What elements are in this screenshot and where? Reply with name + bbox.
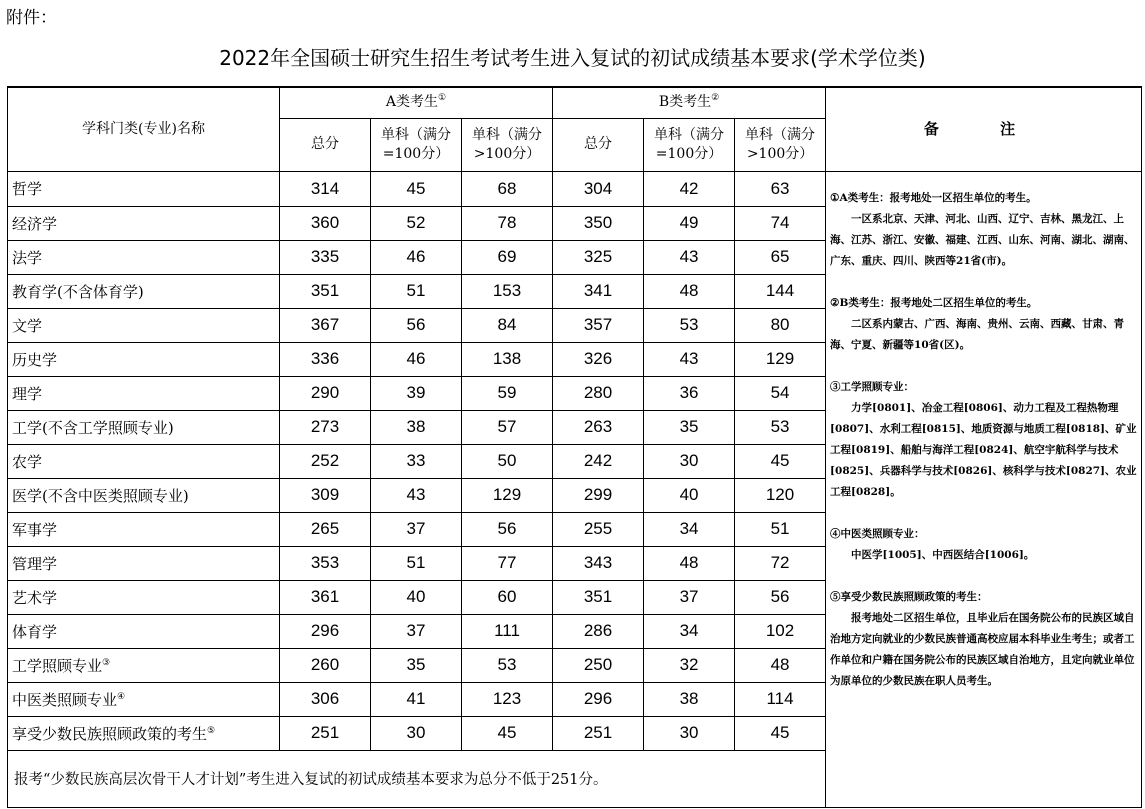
subject-name: 享受少数民族照顾政策的考生⑤ [8, 716, 280, 750]
score-cell: 353 [280, 546, 371, 580]
subject-name: 文学 [8, 308, 280, 342]
score-cell: 37 [371, 614, 462, 648]
a-total-header: 总分 [280, 118, 371, 171]
footnote-mark: ① [438, 93, 447, 104]
footnote-mark: ⑤ [207, 725, 216, 736]
score-cell: 51 [735, 512, 826, 546]
subject-name: 艺术学 [8, 580, 280, 614]
score-cell: 48 [644, 546, 735, 580]
footnote-mark: ② [711, 93, 720, 104]
score-cell: 59 [462, 376, 553, 410]
score-cell: 325 [553, 240, 644, 274]
score-cell: 35 [644, 410, 735, 444]
score-cell: 102 [735, 614, 826, 648]
score-cell: 335 [280, 240, 371, 274]
subject-column-header: 学科门类(专业)名称 [8, 87, 280, 171]
score-cell: 123 [462, 682, 553, 716]
subject-name: 教育学(不含体育学) [8, 274, 280, 308]
score-cell: 42 [644, 171, 735, 206]
score-cell: 45 [371, 171, 462, 206]
score-cell: 80 [735, 308, 826, 342]
subject-name: 哲学 [8, 171, 280, 206]
score-cell: 74 [735, 206, 826, 240]
score-requirements-table [7, 86, 1142, 808]
subject-name: 历史学 [8, 342, 280, 376]
attachment-label: 附件： [6, 8, 57, 28]
score-cell: 53 [644, 308, 735, 342]
score-cell: 252 [280, 444, 371, 478]
b-single-over-100-header: 单科（满分>100分） [735, 118, 826, 171]
remark-body: 力学[0801]、冶金工程[0806]、动力工程及工程热物理[0807]、水利工程[0815]、地质资源与地质工程[0818]、矿业工程[0819]、船舶与海洋工程[0824]、航空宇航科学与技术[0825]、兵器科学与技术[0826]、核科学与技术[0827]、农业工程[0828]。 [830, 401, 1137, 498]
score-cell: 250 [553, 648, 644, 682]
score-cell: 38 [371, 410, 462, 444]
subject-name: 管理学 [8, 546, 280, 580]
page-title: 2022年全国硕士研究生招生考试考生进入复试的初试成绩基本要求(学术学位类) [219, 46, 926, 70]
remark-section [830, 587, 1138, 692]
score-cell: 54 [735, 376, 826, 410]
subject-name: 农学 [8, 444, 280, 478]
footer-note: 报考“少数民族高层次骨干人才计划”考生进入复试的初试成绩基本要求为总分不低于251分。 [8, 750, 826, 807]
score-cell: 46 [371, 342, 462, 376]
score-cell: 56 [462, 512, 553, 546]
subject-name: 工学(不含工学照顾专业) [8, 410, 280, 444]
score-cell: 111 [462, 614, 553, 648]
score-cell: 120 [735, 478, 826, 512]
group-b-header: B类考生② [553, 87, 826, 118]
score-cell: 314 [280, 171, 371, 206]
score-cell: 351 [280, 274, 371, 308]
score-cell: 32 [644, 648, 735, 682]
score-cell: 46 [371, 240, 462, 274]
score-cell: 48 [644, 274, 735, 308]
subject-name: 法学 [8, 240, 280, 274]
remark-section [830, 377, 1138, 503]
score-cell: 50 [462, 444, 553, 478]
remark-title: ①A类考生：报考地处一区招生单位的考生。 [830, 191, 1037, 204]
score-cell: 129 [462, 478, 553, 512]
remark-title: ②B类考生：报考地处二区招生单位的考生。 [830, 296, 1038, 309]
score-cell: 72 [735, 546, 826, 580]
score-cell: 30 [644, 444, 735, 478]
a-single-100-header: 单科（满分=100分） [371, 118, 462, 171]
score-cell: 265 [280, 512, 371, 546]
remark-title: ④中医类照顾专业： [830, 527, 925, 540]
score-cell: 367 [280, 308, 371, 342]
score-cell: 336 [280, 342, 371, 376]
score-cell: 56 [371, 308, 462, 342]
group-a-header: A类考生① [280, 87, 553, 118]
score-cell: 255 [553, 512, 644, 546]
remark-title: ③工学照顾专业： [830, 380, 915, 393]
remark-title: ⑤享受少数民族照顾政策的考生： [830, 590, 988, 603]
score-cell: 40 [371, 580, 462, 614]
remark-section [830, 524, 1138, 566]
score-cell: 251 [280, 716, 371, 750]
score-cell: 48 [735, 648, 826, 682]
score-cell: 306 [280, 682, 371, 716]
score-cell: 69 [462, 240, 553, 274]
score-cell: 309 [280, 478, 371, 512]
score-cell: 43 [644, 342, 735, 376]
score-cell: 52 [371, 206, 462, 240]
score-cell: 43 [644, 240, 735, 274]
score-cell: 129 [735, 342, 826, 376]
score-cell: 53 [735, 410, 826, 444]
score-cell: 273 [280, 410, 371, 444]
score-cell: 56 [735, 580, 826, 614]
score-cell: 45 [462, 716, 553, 750]
score-cell: 78 [462, 206, 553, 240]
score-cell: 144 [735, 274, 826, 308]
score-cell: 68 [462, 171, 553, 206]
table-row [8, 171, 1142, 206]
score-cell: 299 [553, 478, 644, 512]
score-cell: 51 [371, 274, 462, 308]
subject-name: 体育学 [8, 614, 280, 648]
remark-section [830, 293, 1138, 356]
score-cell: 286 [553, 614, 644, 648]
score-cell: 63 [735, 171, 826, 206]
score-cell: 51 [371, 546, 462, 580]
score-cell: 30 [644, 716, 735, 750]
score-cell: 36 [644, 376, 735, 410]
score-cell: 37 [644, 580, 735, 614]
score-cell: 84 [462, 308, 553, 342]
score-cell: 34 [644, 512, 735, 546]
score-cell: 153 [462, 274, 553, 308]
footnote-mark: ④ [117, 691, 126, 702]
remark-body: 二区系内蒙古、广西、海南、贵州、云南、西藏、甘肃、青海、宁夏、新疆等10省(区)。 [830, 317, 1125, 351]
score-cell: 53 [462, 648, 553, 682]
score-cell: 304 [553, 171, 644, 206]
footnote-mark: ③ [102, 657, 111, 668]
subject-name: 军事学 [8, 512, 280, 546]
score-cell: 57 [462, 410, 553, 444]
score-cell: 326 [553, 342, 644, 376]
score-cell: 360 [280, 206, 371, 240]
subject-name: 医学(不含中医类照顾专业) [8, 478, 280, 512]
score-cell: 77 [462, 546, 553, 580]
a-single-over-100-header: 单科（满分>100分） [462, 118, 553, 171]
score-cell: 65 [735, 240, 826, 274]
score-cell: 242 [553, 444, 644, 478]
remarks-cell [826, 171, 1142, 807]
subject-name: 经济学 [8, 206, 280, 240]
score-cell: 30 [371, 716, 462, 750]
score-cell: 263 [553, 410, 644, 444]
score-cell: 361 [280, 580, 371, 614]
b-single-100-header: 单科（满分=100分） [644, 118, 735, 171]
remarks-header: 备 注 [826, 87, 1142, 171]
score-cell: 39 [371, 376, 462, 410]
remark-section [830, 188, 1138, 272]
score-cell: 37 [371, 512, 462, 546]
score-cell: 260 [280, 648, 371, 682]
score-cell: 41 [371, 682, 462, 716]
score-cell: 33 [371, 444, 462, 478]
score-cell: 60 [462, 580, 553, 614]
remark-body: 一区系北京、天津、河北、山西、辽宁、吉林、黑龙江、上海、江苏、浙江、安徽、福建、江西、山东、河南、湖北、湖南、广东、重庆、四川、陕西等21省(市)。 [830, 212, 1135, 267]
subject-name: 理学 [8, 376, 280, 410]
score-cell: 49 [644, 206, 735, 240]
subject-name: 中医类照顾专业④ [8, 682, 280, 716]
score-cell: 280 [553, 376, 644, 410]
score-cell: 45 [735, 716, 826, 750]
score-cell: 45 [735, 444, 826, 478]
score-cell: 35 [371, 648, 462, 682]
score-cell: 38 [644, 682, 735, 716]
score-cell: 251 [553, 716, 644, 750]
b-total-header: 总分 [553, 118, 644, 171]
score-cell: 296 [280, 614, 371, 648]
score-cell: 40 [644, 478, 735, 512]
score-cell: 34 [644, 614, 735, 648]
score-cell: 114 [735, 682, 826, 716]
score-cell: 351 [553, 580, 644, 614]
score-cell: 43 [371, 478, 462, 512]
subject-name: 工学照顾专业③ [8, 648, 280, 682]
score-cell: 357 [553, 308, 644, 342]
score-cell: 138 [462, 342, 553, 376]
score-cell: 290 [280, 376, 371, 410]
score-cell: 341 [553, 274, 644, 308]
score-cell: 296 [553, 682, 644, 716]
remark-body: 报考地处二区招生单位，且毕业后在国务院公布的民族区域自治地方定向就业的少数民族普通高校应届本科毕业生考生；或者工作单位和户籍在国务院公布的民族区域自治地方，且定向就业单位为原单位的少数民族在职人员考生。 [830, 611, 1135, 687]
score-cell: 350 [553, 206, 644, 240]
remark-body: 中医学[1005]、中西医结合[1006]。 [851, 548, 1035, 561]
score-cell: 343 [553, 546, 644, 580]
